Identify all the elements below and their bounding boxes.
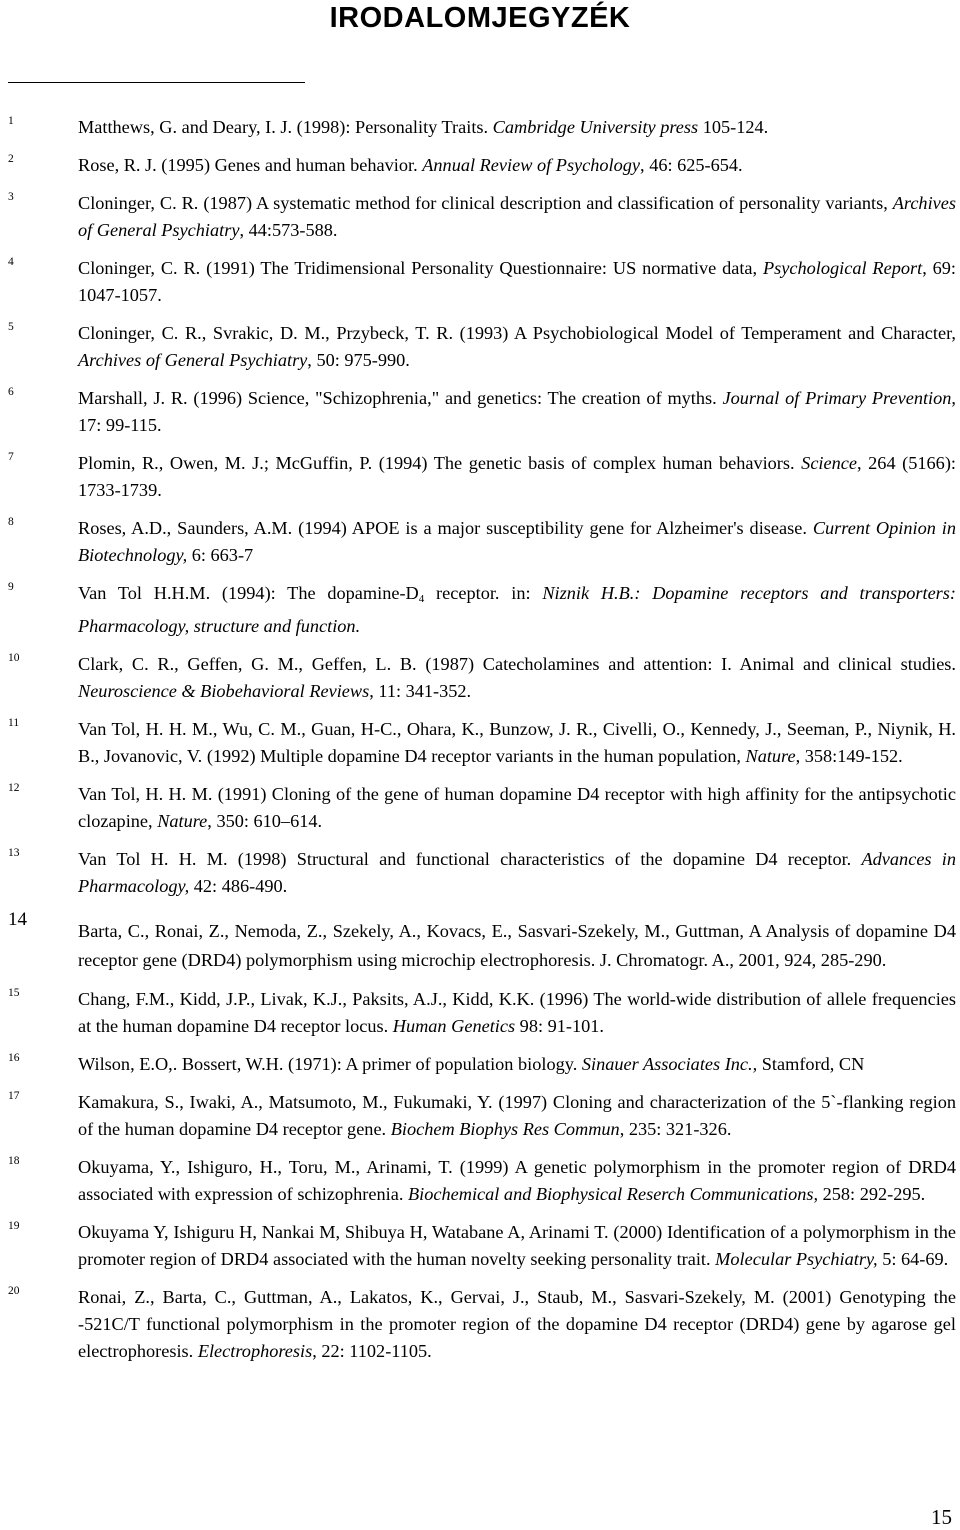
subscript: 4: [418, 593, 425, 605]
reference-number: 9: [8, 581, 14, 593]
reference-journal: Science: [801, 453, 857, 473]
reference-number: 18: [8, 1155, 20, 1167]
reference-item: [8, 905, 956, 975]
reference-number: 7: [8, 451, 14, 463]
reference-text: Van Tol H.H.M. (1994): The dopamine-D: [78, 583, 419, 603]
reference-item: [8, 1278, 956, 1365]
page-number: 15: [931, 1505, 952, 1529]
reference-pages: 42: 486-490.: [189, 876, 288, 896]
reference-text: Okuyama, Y., Ishiguro, H., Toru, M., Arinami, T. (1999) A genetic polymorphism in the promoter region of DRD4 associated with expression of schizophrenia.: [78, 1157, 956, 1204]
reference-item: [8, 1045, 956, 1078]
footnote-rule: [8, 82, 305, 83]
reference-journal: Advances in Pharmacology,: [78, 849, 957, 896]
reference-item: [8, 444, 956, 504]
reference-item: [8, 645, 956, 705]
reference-item: [8, 840, 956, 900]
reference-item: [8, 1148, 956, 1208]
reference-journal: Journal of Primary Prevention: [722, 388, 952, 408]
reference-item: [8, 574, 956, 640]
reference-journal: Annual Review of Psychology: [422, 155, 641, 175]
reference-item: [8, 249, 956, 309]
reference-number: 1: [8, 115, 14, 127]
reference-item: [8, 146, 956, 179]
reference-number: 17: [8, 1090, 20, 1102]
reference-text: Plomin, R., Owen, M. J.; McGuffin, P. (1994) The genetic basis of complex human behaviors.: [78, 453, 802, 473]
page-title: IRODALOMJEGYZÉK: [329, 2, 631, 34]
reference-journal: Psychological Report: [762, 258, 923, 278]
reference-number: 4: [8, 256, 14, 268]
reference-text: Wilson, E.O,. Bossert, W.H. (1971): A primer of population biology.: [78, 1054, 582, 1074]
reference-pages: , 11: 341-352.: [369, 681, 472, 701]
reference-pages: , 235: 321-326.: [619, 1119, 732, 1139]
reference-pages: 98: 91-101.: [515, 1016, 604, 1036]
reference-text: Marshall, J. R. (1996) Science, "Schizophrenia," and genetics: The creation of myths.: [78, 388, 723, 408]
reference-item: [8, 509, 956, 569]
reference-text: Cloninger, C. R. (1987) A systematic method for clinical description and classification of personality variants,: [78, 193, 893, 213]
reference-number: 14: [8, 909, 27, 930]
reference-number: 3: [8, 191, 14, 203]
reference-item: [8, 1083, 956, 1143]
reference-pages: 6: 663-7: [187, 545, 254, 565]
reference-pages: 258: 292-295.: [818, 1184, 926, 1204]
reference-text: Rose, R. J. (1995) Genes and human behavior.: [78, 155, 423, 175]
reference-text: Ronai, Z., Barta, C., Guttman, A., Lakatos, K., Gervai, J., Staub, M., Sasvari-Szekely, M. (2001) Genotyping the -521C/T functional polymorphism in the promoter region of the dopamine D4 receptor (DRD4) gene by agarose gel electrophoresis.: [78, 1287, 956, 1361]
reference-text: Van Tol, H. H. M. (1991) Cloning of the gene of human dopamine D4 receptor with high affinity for the antipsychotic clozapine,: [78, 784, 956, 831]
reference-item: [8, 184, 956, 244]
reference-journal: Biochem Biophys Res Commun: [390, 1119, 620, 1139]
reference-journal: Current Opinion in Biotechnology,: [78, 518, 956, 565]
reference-pages: , 350: 610–614.: [207, 811, 323, 831]
reference-pages: , 46: 625-654.: [640, 155, 743, 175]
reference-journal: Nature: [745, 746, 796, 766]
reference-number: 8: [8, 516, 14, 528]
reference-journal: Sinauer Associates Inc.,: [581, 1054, 758, 1074]
reference-pages: , 17: 99-115.: [78, 388, 956, 435]
reference-journal: Nature: [157, 811, 208, 831]
reference-list: [8, 108, 956, 1370]
reference-pages: , 358:149-152.: [795, 746, 903, 766]
reference-text: Van Tol H. H. M. (1998) Structural and functional characteristics of the dopamine D4 receptor.: [78, 849, 862, 869]
reference-text: Roses, A.D., Saunders, A.M. (1994) APOE is a major susceptibility gene for Alzheimer's disease.: [78, 518, 813, 538]
reference-number: 20: [8, 1285, 20, 1297]
reference-journal: Cambridge University press: [492, 117, 699, 137]
reference-item: [8, 980, 956, 1040]
reference-text: Chang, F.M., Kidd, J.P., Livak, K.J., Paksits, A.J., Kidd, K.K. (1996) The world-wide distribution of allele frequencies at the human dopamine D4 receptor locus.: [78, 989, 956, 1036]
reference-text: Cloninger, C. R. (1991) The Tridimensional Personality Questionnaire: US normative data,: [78, 258, 763, 278]
reference-journal: Human Genetics: [392, 1016, 516, 1036]
reference-number: 2: [8, 153, 14, 165]
reference-journal: Biochemical and Biophysical Reserch Communications,: [407, 1184, 819, 1204]
reference-pages: , 264 (5166): 1733-1739.: [78, 453, 956, 500]
reference-item: [8, 710, 956, 770]
reference-pages: , 44:573-588.: [239, 220, 338, 240]
reference-pages: 5: 64-69.: [877, 1249, 949, 1269]
reference-text-cont: receptor. in:: [424, 583, 543, 603]
reference-text: Clark, C. R., Geffen, G. M., Geffen, L. B. (1987) Catecholamines and attention: I. Animal and clinical studies.: [78, 654, 956, 674]
reference-pages: , 22: 1102-1105.: [312, 1341, 432, 1361]
reference-journal: Archives of General Psychiatry: [78, 193, 956, 240]
reference-number: 10: [8, 652, 20, 664]
reference-pages: 105-124.: [698, 117, 769, 137]
reference-item: [8, 775, 956, 835]
reference-pages: , 50: 975-990.: [307, 350, 410, 370]
reference-text: Okuyama Y, Ishiguru H, Nankai M, Shibuya H, Watabane A, Arinami T. (2000) Identification of a polymorphism in the promoter region of DRD4 associated with the human novelty seeking personality trait.: [78, 1222, 956, 1269]
reference-number: 19: [8, 1220, 20, 1232]
reference-number: 12: [8, 782, 20, 794]
reference-number: 11: [8, 717, 20, 729]
reference-journal: Niznik H.B.: Dopamine receptors and transporters: Pharmacology, structure and function.: [78, 583, 956, 636]
reference-pages: Stamford, CN: [757, 1054, 865, 1074]
reference-journal: Molecular Psychiatry,: [715, 1249, 878, 1269]
reference-journal: Electrophoresis: [197, 1341, 313, 1361]
reference-text: Van Tol, H. H. M., Wu, C. M., Guan, H-C., Ohara, K., Bunzow, J. R., Civelli, O., Kennedy, J., Seeman, P., Niynik, H. B., Jovanovic, V. (1992) Multiple dopamine D4 receptor variants in the human population,: [78, 719, 956, 766]
reference-text: Kamakura, S., Iwaki, A., Matsumoto, M., Fukumaki, Y. (1997) Cloning and characterization of the 5`-flanking region of the human dopamine D4 receptor gene.: [78, 1092, 956, 1139]
reference-number: 6: [8, 386, 14, 398]
reference-text: Barta, C., Ronai, Z., Nemoda, Z., Szekely, A., Kovacs, E., Sasvari-Szekely, M., Guttman, A Analysis of dopamine D4 receptor gene (DRD4) polymorphism using microchip electrophoresis. J. Chromatogr. A., 2001, 924, 285-290.: [78, 921, 956, 970]
reference-journal: Neuroscience & Biobehavioral Reviews: [78, 681, 370, 701]
reference-item: [8, 379, 956, 439]
reference-pages: , 69: 1047-1057.: [78, 258, 956, 305]
reference-journal: Archives of General Psychiatry: [78, 350, 308, 370]
reference-number: 15: [8, 987, 20, 999]
reference-text: Cloninger, C. R., Svrakic, D. M., Przybeck, T. R. (1993) A Psychobiological Model of Temperament and Character,: [78, 323, 956, 343]
reference-number: 5: [8, 321, 14, 333]
reference-text: Matthews, G. and Deary, I. J. (1998): Personality Traits.: [78, 117, 493, 137]
reference-item: [8, 1213, 956, 1273]
reference-number: 16: [8, 1052, 20, 1064]
reference-item: [8, 108, 956, 141]
reference-item: [8, 314, 956, 374]
reference-number: 13: [8, 847, 20, 859]
